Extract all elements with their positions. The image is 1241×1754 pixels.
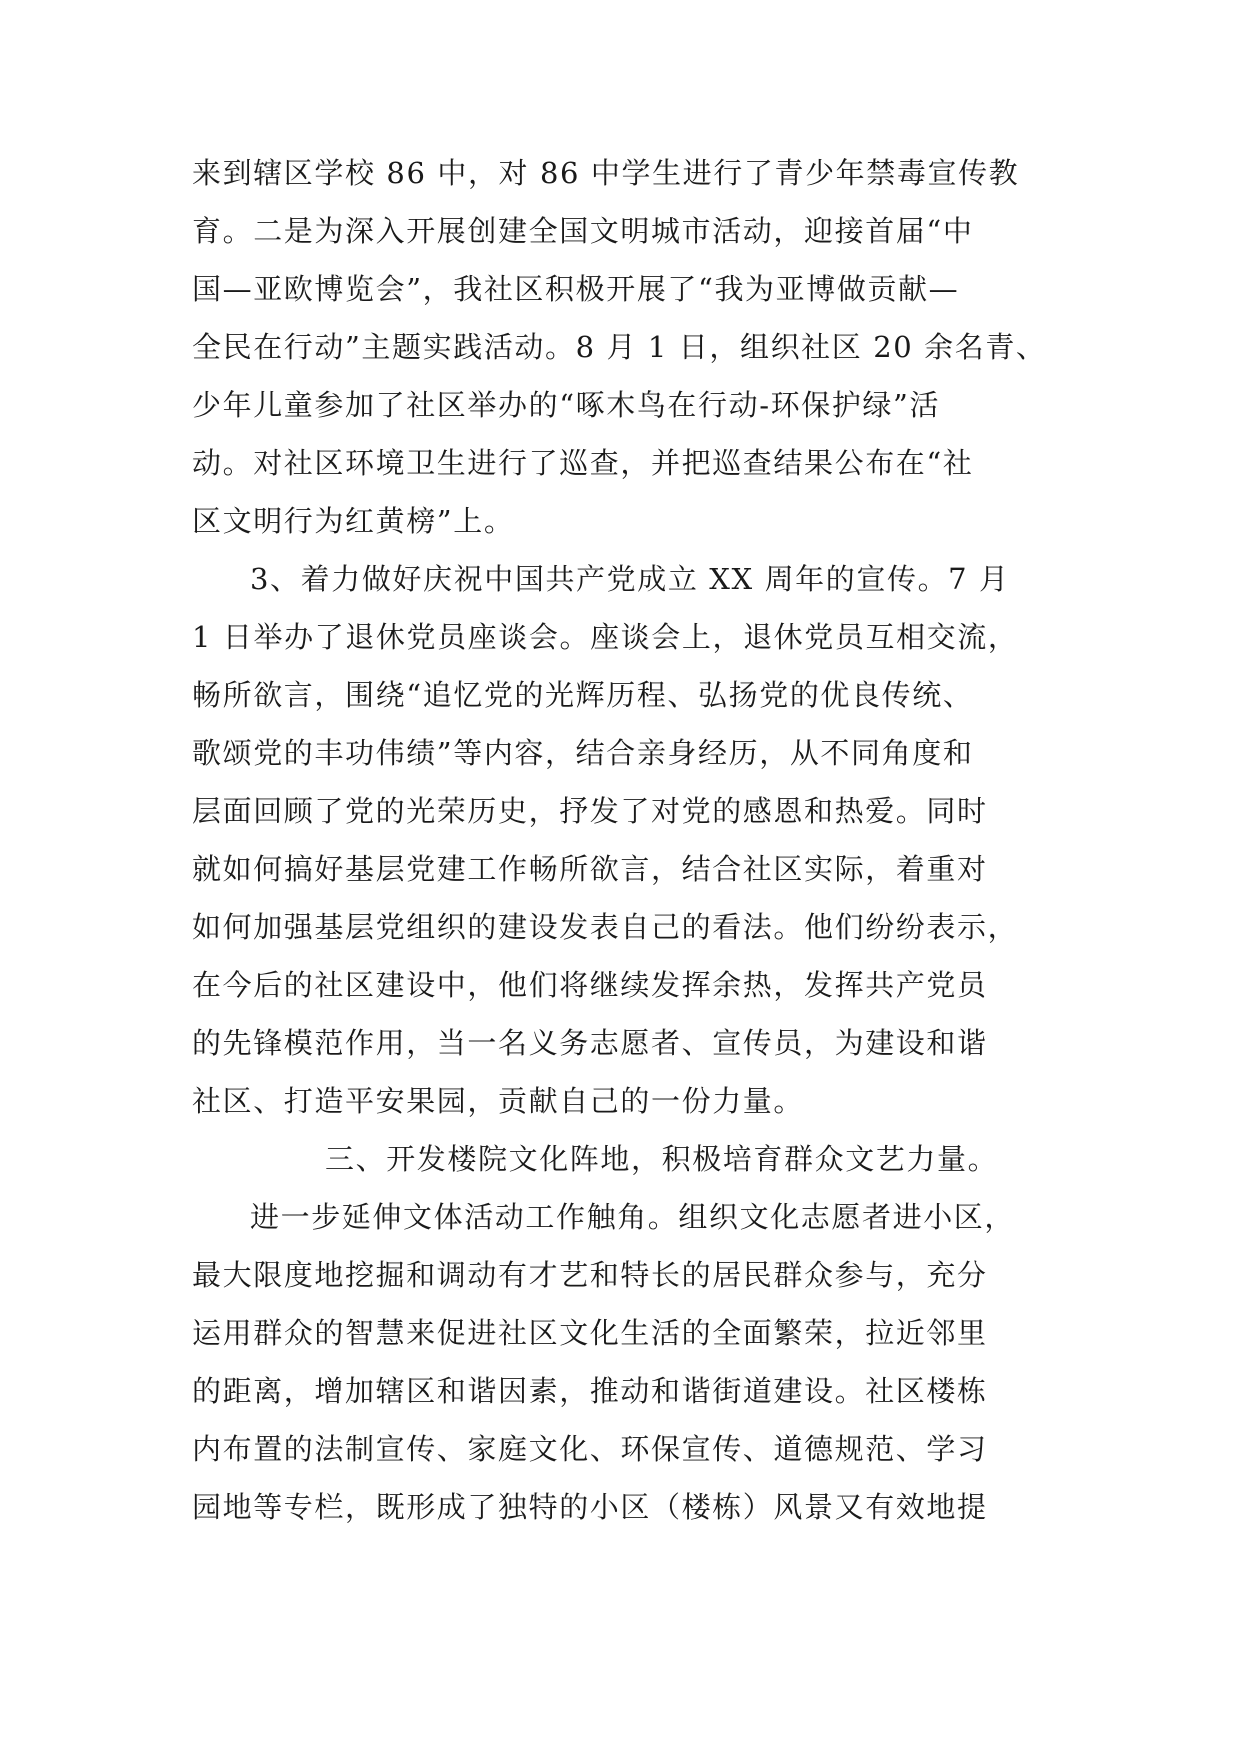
text-line: 畅所欲言，围绕“追忆党的光辉历程、弘扬党的优良传统、 [192, 678, 974, 712]
text-line: 社区、打造平安果园，贡献自己的一份力量。 [192, 1084, 805, 1118]
text-line: 就如何搞好基层党建工作畅所欲言，结合社区实际，着重对 [192, 852, 988, 886]
text-line: 少年儿童参加了社区举办的“啄木鸟在行动-环保护绿”活 [192, 388, 941, 422]
paragraph-start-line: 3、着力做好庆祝中国共产党成立 XX 周年的宣传。7 月 [250, 562, 1010, 596]
section-heading: 三、开发楼院文化阵地，积极培育群众文艺力量。 [325, 1142, 999, 1176]
text-line: 在今后的社区建设中，他们将继续发挥余热，发挥共产党员 [192, 968, 988, 1002]
text-line: 的先锋模范作用，当一名义务志愿者、宣传员，为建设和谐 [192, 1026, 988, 1060]
text-line: 区文明行为红黄榜”上。 [192, 504, 515, 538]
text-line: 园地等专栏，既形成了独特的小区（楼栋）风景又有效地提 [192, 1490, 988, 1524]
text-line: 运用群众的智慧来促进社区文化生活的全面繁荣，拉近邻里 [192, 1316, 988, 1350]
text-line: 全民在行动”主题实践活动。8 月 1 日，组织社区 20 余名青、 [192, 330, 1047, 364]
text-line: 1 日举办了退休党员座谈会。座谈会上，退休党员互相交流， [192, 620, 1019, 654]
text-line: 如何加强基层党组织的建设发表自己的看法。他们纷纷表示， [192, 910, 1019, 944]
text-line: 动。对社区环境卫生进行了巡查，并把巡查结果公布在“社 [192, 446, 974, 480]
paragraph-start-line: 进一步延伸文体活动工作触角。组织文化志愿者进小区， [250, 1200, 1016, 1234]
text-line: 的距离，增加辖区和谐因素，推动和谐街道建设。社区楼栋 [192, 1374, 988, 1408]
text-line: 内布置的法制宣传、家庭文化、环保宣传、道德规范、学习 [192, 1432, 988, 1466]
text-line: 国—亚欧博览会”，我社区积极开展了“我为亚博做贡献— [192, 272, 960, 306]
text-line: 育。二是为深入开展创建全国文明城市活动，迎接首届“中 [192, 214, 974, 248]
text-line: 最大限度地挖掘和调动有才艺和特长的居民群众参与，充分 [192, 1258, 988, 1292]
text-line: 来到辖区学校 86 中，对 86 中学生进行了青少年禁毒宣传教 [192, 156, 1020, 190]
text-line: 歌颂党的丰功伟绩”等内容，结合亲身经历，从不同角度和 [192, 736, 974, 770]
text-line: 层面回顾了党的光荣历史，抒发了对党的感恩和热爱。同时 [192, 794, 988, 828]
